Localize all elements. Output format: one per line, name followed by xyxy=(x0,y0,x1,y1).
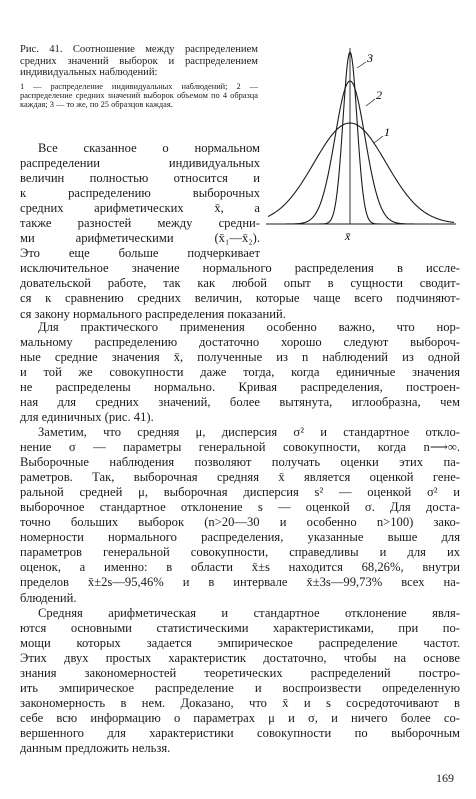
text-line: параметров генеральной совокупности, справедливы и для их xyxy=(20,545,460,560)
text-line: для единичных (рис. 41). xyxy=(20,410,154,425)
text-line: пределов x̄±2s—95,46% и в интервале x̄±3s—99,73% всех на- xyxy=(20,575,460,590)
leader-3 xyxy=(357,62,366,68)
text-line: ные средние значения x̄, полученные из n наблюдений из одной xyxy=(20,350,460,365)
text-line: Этих двух простых характеристик достаточно, чтобы на основе xyxy=(20,651,460,666)
text-line: ная для средних значений, более вытянута, иглообразна, чем xyxy=(20,395,460,410)
paragraph-2 xyxy=(20,320,460,425)
text-line: ральной средней μ, выборочная дисперсия s² — оценкой σ² и xyxy=(20,485,460,500)
text-line: Заметим, что средняя μ, дисперсия σ² и стандартное откло- xyxy=(38,425,460,439)
text-line: распределении индивидуальных xyxy=(20,156,260,171)
text-line: ся к сравнению средних величин, которые чаще всего подчиняют- xyxy=(20,291,460,306)
text-line: не распределены нормально. Кривая распределения, построен- xyxy=(20,380,460,395)
curve-label-2: 2 xyxy=(376,88,382,102)
figure-caption xyxy=(20,44,258,109)
text-line: номерности нормального распределения, указанные выше для xyxy=(20,530,460,545)
text-line: мощи которых задается эмпирическое распределение частот. xyxy=(20,636,460,651)
caption-title: Рис. 41. Соотношение между распределением средних значений выборок и распределением индивидуальных наблюдений: xyxy=(20,44,258,79)
text-line: данным предложить нельзя. xyxy=(20,741,171,756)
text-line: оценок, а именно: в области x̄±s находится 68,26%, внутри xyxy=(20,560,460,575)
curve-label-3: 3 xyxy=(367,51,373,65)
text-line: и той же совокупности даже тогда, когда единичные значения xyxy=(20,365,460,380)
text-line: мальному распределению достаточно хорошо следуют выбороч- xyxy=(20,335,460,350)
text-line: вершенного для характеристики совокупности по выборочным xyxy=(20,726,460,741)
text-line: блюдений. xyxy=(20,590,77,605)
paragraph-3 xyxy=(20,425,460,606)
text-line: исключительное значение нормального распределения в иссле- xyxy=(20,261,460,276)
text-line: закономерность в нем. Доказано, что x̄ и s сосредоточивают в xyxy=(20,696,460,711)
curve-label-1: 1 xyxy=(384,125,390,139)
text-line: ить эмпирическое распределение и воспроизвести определенную xyxy=(20,681,460,696)
text-line: к распределению выборочных xyxy=(20,186,260,201)
text-line: средних арифметических x̄, а xyxy=(20,201,260,216)
text-line: также разностей между средни- xyxy=(20,216,260,231)
text-line: Все сказанное о нормальном xyxy=(38,141,260,155)
text-line: Это еще больше подчеркивает xyxy=(20,246,260,261)
caption-legend: 1 — распределение индивидуальных наблюдений; 2 — распределение средних значений выборок объемом по 4 образца каждая; 3 — то же, по 25 образцов каждая. xyxy=(20,81,258,109)
text-line: Для практического применения особенно важно, что нор- xyxy=(38,320,460,334)
paragraph-4 xyxy=(20,606,460,756)
paragraph-1 xyxy=(20,141,460,322)
text-line: знания закономерностей теоретических распределений постро- xyxy=(20,666,460,681)
text-line: ются основными статистическими характеристиками, при по- xyxy=(20,621,460,636)
text-line: Выборочные наблюдения позволяют получать оценки этих па- xyxy=(20,455,460,470)
text-line: ся закону нормального распределения показаний. xyxy=(20,306,286,321)
page-number: 169 xyxy=(436,771,454,785)
leader-2 xyxy=(366,99,375,106)
text-line: выборочное стандартное отклонение s — оценкой σ. Для доста- xyxy=(20,500,460,515)
text-line: точно больших выборок (n>20—30 и особенно n>100) зако- xyxy=(20,515,460,530)
text-line: величин полностью относится и xyxy=(20,171,260,186)
text-line: ми арифметическими (x̄₁—x̄₂). xyxy=(20,231,260,246)
x-axis-label: x̄ xyxy=(345,229,351,243)
text-line: довательской работе, так как любой опыт в сущности сводит- xyxy=(20,276,460,291)
text-line: Средняя арифметическая и стандартное отклонение явля- xyxy=(38,606,460,620)
text-line: нение σ — параметры генеральной совокупности, когда n⟶∞. xyxy=(20,440,460,455)
text-line: раметров. Так, выборочная средняя x̄ является оценкой гене- xyxy=(20,470,460,485)
text-line: себе всю информацию о параметрах μ и σ, и ничего более со- xyxy=(20,711,460,726)
